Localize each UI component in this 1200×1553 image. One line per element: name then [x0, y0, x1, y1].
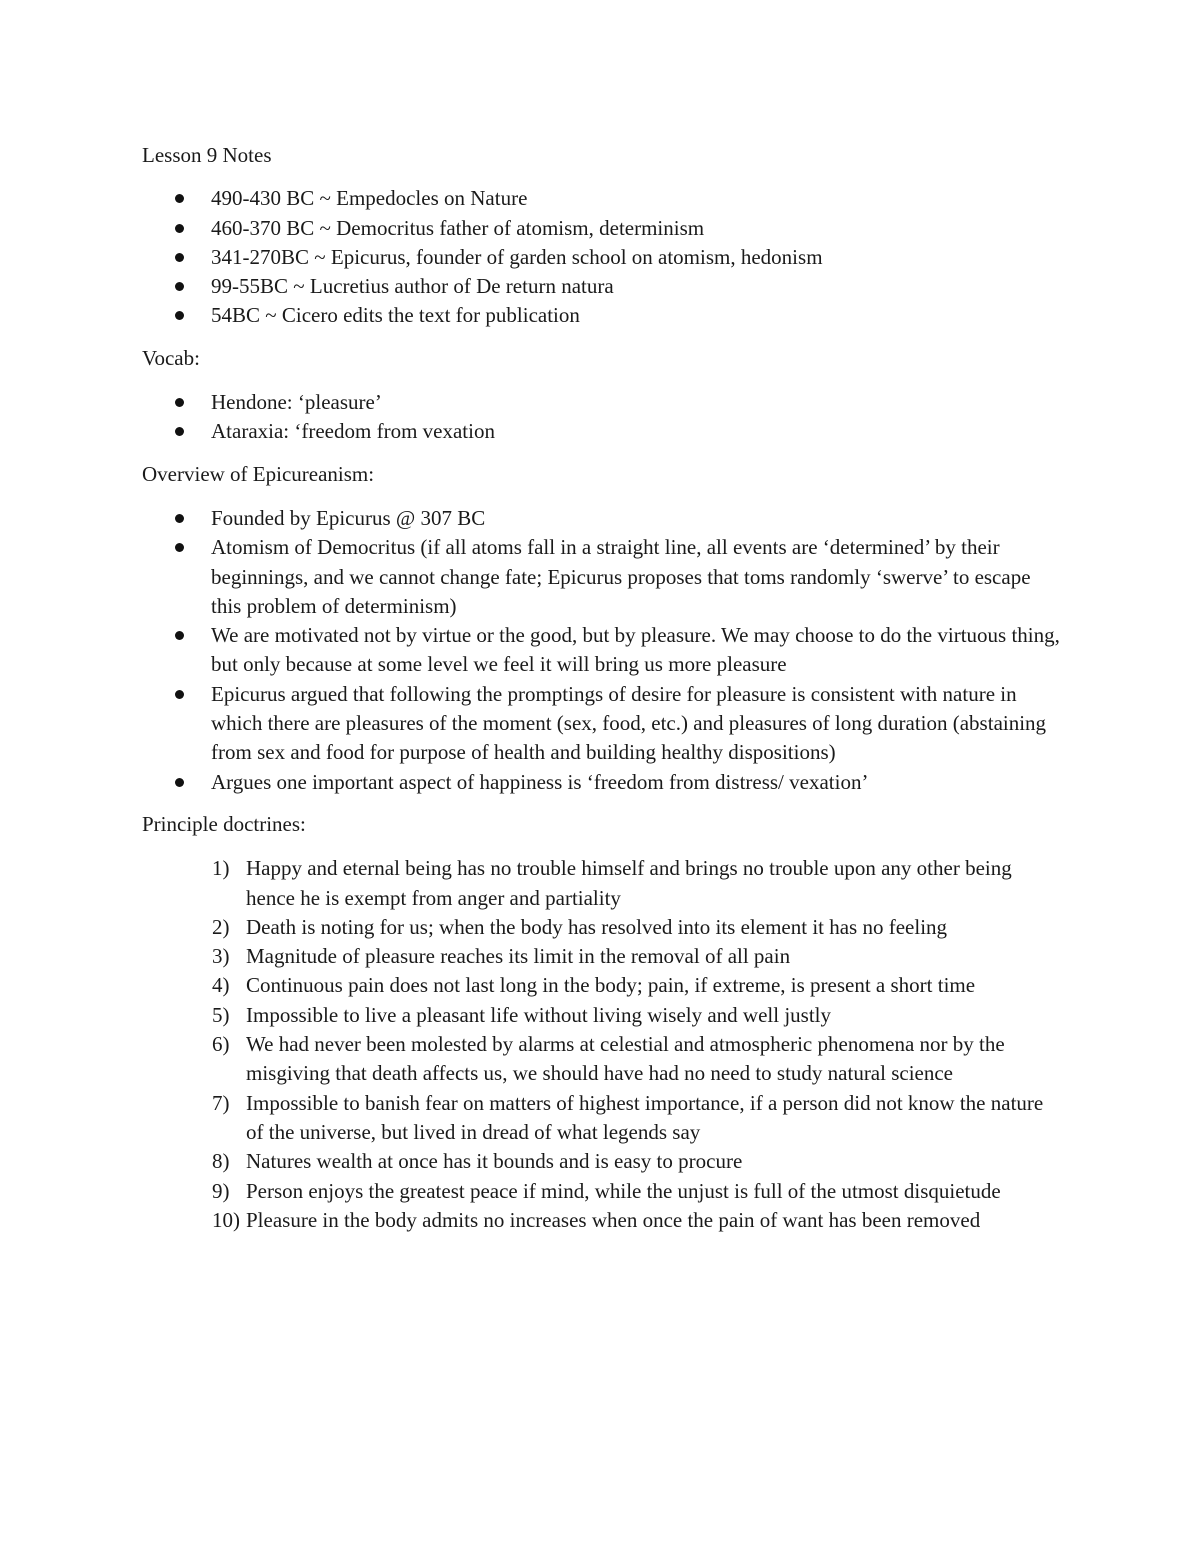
bullet-icon	[175, 778, 184, 787]
bullet-icon	[175, 224, 184, 233]
list-item: 10) Pleasure in the body admits no increases when once the pain of want has been removed	[142, 1206, 1062, 1235]
list-number: 6)	[212, 1032, 230, 1057]
list-item: 8) Natures wealth at once has it bounds and is easy to procure	[142, 1147, 1062, 1176]
list-item: 7) Impossible to banish fear on matters of highest importance, if a person did not know the nature of the universe, but lived in dread of what legends say	[212, 1090, 1044, 1144]
vocab-list	[142, 388, 1062, 447]
list-item: 3) Magnitude of pleasure reaches its limit in the removal of all pain	[142, 942, 1062, 971]
list-item: 490-430 BC ~ Empedocles on Nature	[142, 184, 1062, 213]
list-number: 3)	[212, 944, 230, 969]
list-number: 7)	[212, 1090, 230, 1115]
document-title: Lesson 9 Notes	[142, 143, 272, 167]
list-item: Founded by Epicurus @ 307 BC	[142, 504, 1062, 533]
bullet-icon	[175, 631, 184, 640]
list-item: 2) Death is noting for us; when the body has resolved into its element it has no feeling	[142, 913, 1062, 942]
list-item: 9) Person enjoys the greatest peace if mind, while the unjust is full of the utmost disquietude	[142, 1177, 1062, 1206]
bullet-icon	[175, 514, 184, 523]
list-item: 341-270BC ~ Epicurus, founder of garden school on atomism, hedonism	[142, 243, 1062, 272]
list-number: 2)	[212, 914, 230, 939]
list-item: 6) We had never been molested by alarms at celestial and atmospheric phenomena nor by the misgiving that death affects us, we should have had no need to study natural science	[212, 1032, 1005, 1086]
list-number: 4)	[212, 973, 230, 998]
overview-heading: Overview of Epicureanism:	[142, 461, 375, 486]
list-number: 1)	[212, 856, 230, 881]
list-item: 54BC ~ Cicero edits the text for publication	[142, 301, 1062, 330]
bullet-icon	[175, 398, 184, 407]
doctrines-heading: Principle doctrines:	[142, 811, 306, 836]
bullet-icon	[175, 427, 184, 436]
bullet-icon	[175, 690, 184, 699]
list-item: Atomism of Democritus (if all atoms fall in a straight line, all events are ‘determined’ by their beginnings, and we cannot change fate; Epicurus proposes that toms randomly ‘swerve’ to escape this problem of determinism)	[142, 533, 1062, 621]
list-number: 8)	[212, 1149, 230, 1174]
list-item: Ataraxia: ‘freedom from vexation	[142, 417, 1062, 446]
overview-list	[142, 504, 1062, 797]
list-number: 9)	[212, 1178, 230, 1203]
bullet-icon	[175, 194, 184, 203]
list-item: 4) Continuous pain does not last long in the body; pain, if extreme, is present a short time	[142, 971, 1062, 1000]
vocab-heading: Vocab:	[142, 345, 200, 370]
list-item: Epicurus argued that following the promptings of desire for pleasure is consistent with nature in which there are pleasures of the moment (sex, food, etc.) and pleasures of long duration (abstaining from sex and food for purpose of health and building healthy dispositions)	[142, 680, 1062, 768]
list-item: Argues one important aspect of happiness is ‘freedom from distress/ vexation’	[142, 768, 1062, 797]
list-item: 5) Impossible to live a pleasant life without living wisely and well justly	[142, 1001, 1062, 1030]
document-page	[142, 141, 1062, 1235]
bullet-icon	[175, 543, 184, 552]
bullet-icon	[175, 253, 184, 262]
bullet-icon	[175, 282, 184, 291]
list-item: Hendone: ‘pleasure’	[142, 388, 1062, 417]
timeline-list	[142, 184, 1062, 330]
list-number: 10)	[212, 1207, 240, 1232]
list-item: We are motivated not by virtue or the good, but by pleasure. We may choose to do the virtuous thing, but only because at some level we feel it will bring us more pleasure	[142, 621, 1062, 680]
list-item: 460-370 BC ~ Democritus father of atomism, determinism	[142, 214, 1062, 243]
list-number: 5)	[212, 1002, 230, 1027]
list-item: 99-55BC ~ Lucretius author of De return natura	[142, 272, 1062, 301]
list-item: 1) Happy and eternal being has no trouble himself and brings no trouble upon any other being hence he is exempt from anger and partiality	[212, 856, 1012, 910]
bullet-icon	[175, 311, 184, 320]
doctrines-list	[142, 854, 1062, 1235]
